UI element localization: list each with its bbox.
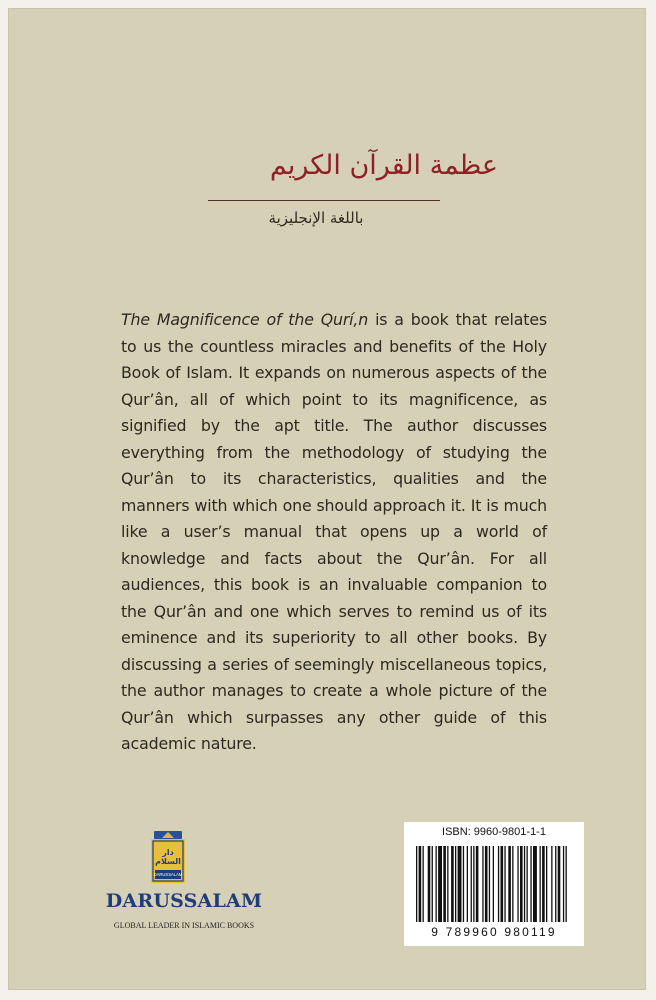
blurb-paragraph (121, 307, 547, 758)
barcode-panel (404, 822, 584, 946)
book-back-cover (8, 8, 646, 990)
book-logo-icon (150, 830, 186, 884)
publisher-tagline: GLOBAL LEADER IN ISLAMIC BOOKS (113, 921, 255, 930)
barcode-icon (414, 846, 574, 924)
arabic-title: عظمة القرآن الكريم (269, 150, 498, 181)
arabic-subtitle: باللغة الإنجليزية (268, 209, 364, 227)
logo-latin-text: DARUSSALAM (153, 872, 183, 877)
isbn-label: ISBN: 9960-9801-1-1 (442, 826, 546, 838)
logo-arabic-text: دار السلام (155, 848, 181, 866)
title-divider (208, 200, 440, 201)
ean-number: 9 789960 980119 (431, 925, 557, 939)
book-title-italic: The Magnificence of the Qurí,n (121, 310, 369, 329)
publisher-name: DARUSSALAM (105, 890, 263, 912)
blurb-text: is a book that relates to us the countless miracles and benefits of the Holy Book of Islam. It expands on numerous aspects of the Qur’ân, all of which point to its magnificence, as signified by the apt title. The author discusses everything from the methodology of studying the Qur’ân to its characteristics, qualities and the manners with which one should approach it. It is much like a user’s manual that opens up a world of knowledge and facts about the Qur’ân. For all audiences, this book is an invaluable companion to the Qur’ân and one which serves to remind us of its eminence and its superiority to all other books. By discussing a series of seemingly miscellaneous topics, the author manages to create a whole picture of the Qur’ân which surpasses any other guide of this academic nature. (121, 310, 547, 753)
